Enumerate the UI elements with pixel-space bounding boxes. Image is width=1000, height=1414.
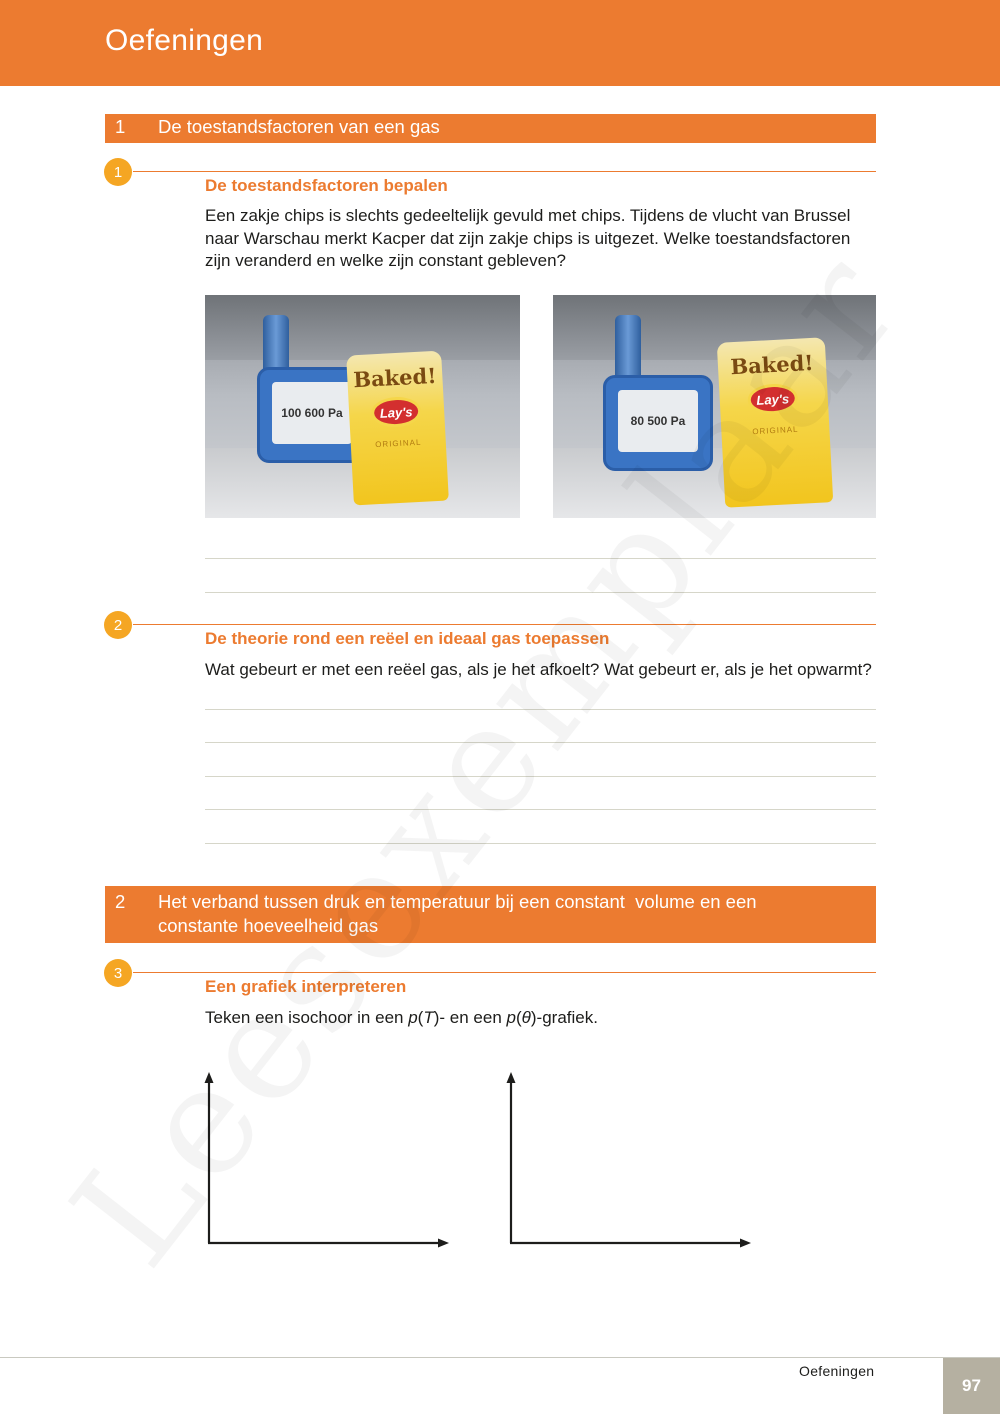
pressure-reading: 100 600 Pa	[272, 382, 352, 444]
question-text: )- en een	[433, 1008, 507, 1027]
chips-bag	[717, 337, 833, 507]
section-title-line-2: constante hoeveelheid gas	[158, 915, 379, 936]
chips-logo: Lay's	[747, 383, 799, 416]
y-axis-arrow	[507, 1072, 516, 1083]
answer-line[interactable]	[205, 843, 876, 844]
graph-p-theta-axes[interactable]	[497, 1068, 762, 1253]
exercise-title: Een grafiek interpreteren	[205, 977, 407, 996]
answer-line[interactable]	[205, 742, 876, 743]
exercise-divider	[133, 171, 876, 172]
page-number: 97	[943, 1358, 1000, 1414]
x-axis-arrow	[438, 1239, 449, 1248]
photo-chips-ground	[205, 295, 520, 518]
exercise-divider	[133, 972, 876, 973]
exercise-title: De theorie rond een reëel en ideaal gas toepassen	[205, 629, 610, 648]
exercise-number-badge: 2	[104, 611, 132, 639]
seat-back	[553, 295, 876, 360]
footer-divider	[0, 1357, 1000, 1358]
graph-p-T-axes[interactable]	[195, 1068, 460, 1253]
exercise-question: Wat gebeurt er met een reëel gas, als je het afkoelt? Wat gebeurt er, als je het opwarmt?	[205, 660, 872, 679]
y-axis-arrow	[205, 1072, 214, 1083]
question-text: Teken een isochoor in een	[205, 1008, 409, 1027]
footer-label: Oefeningen	[799, 1363, 875, 1379]
section-number: 2	[115, 891, 126, 912]
exercise-question: Een zakje chips is slechts gedeeltelijk gevuld met chips. Tijdens de vlucht van Brussel naar Warschau merkt Kacper dat zijn zakje chips is uitgezet. Welke toestandsfactoren zijn veranderd en welke zijn constant gebleven?	[205, 206, 851, 270]
exercise-question	[205, 1007, 877, 1030]
section-2-bar	[105, 886, 876, 943]
exercise-number-badge: 1	[104, 158, 132, 186]
chips-brand: Baked!	[729, 349, 815, 380]
page-title: Oefeningen	[105, 24, 264, 57]
chips-logo: Lay's	[370, 396, 422, 429]
symbol-T: T	[423, 1008, 434, 1027]
answer-line[interactable]	[205, 809, 876, 810]
pressure-meter	[603, 375, 713, 471]
chips-variant: ORIGINAL	[374, 437, 422, 450]
paren-open: (	[417, 1008, 424, 1027]
chips-bag	[346, 351, 449, 506]
section-number: 1	[115, 116, 126, 137]
exercise-title: De toestandsfactoren bepalen	[205, 176, 448, 195]
answer-line[interactable]	[205, 558, 876, 559]
photo-chips-flight	[553, 295, 876, 518]
pressure-reading: 80 500 Pa	[618, 390, 698, 452]
symbol-p: p	[506, 1008, 516, 1027]
section-title-line-1: Het verband tussen druk en temperatuur bij een constant volume en een	[158, 891, 757, 912]
seat-back	[205, 295, 520, 360]
chips-variant: ORIGINAL	[752, 424, 799, 437]
symbol-p: p	[408, 1008, 418, 1027]
paren-open: (	[515, 1008, 522, 1027]
answer-line[interactable]	[205, 592, 876, 593]
section-title: De toestandsfactoren van een gas	[158, 116, 440, 137]
chips-brand: Baked!	[352, 362, 438, 393]
x-axis-arrow	[740, 1239, 751, 1248]
question-text: )-grafiek.	[530, 1008, 598, 1027]
answer-line[interactable]	[205, 776, 876, 777]
exercise-divider	[133, 624, 876, 625]
section-1-bar	[105, 114, 876, 143]
answer-line[interactable]	[205, 709, 876, 710]
exercise-number-badge: 3	[104, 959, 132, 987]
symbol-theta: θ	[521, 1008, 531, 1027]
